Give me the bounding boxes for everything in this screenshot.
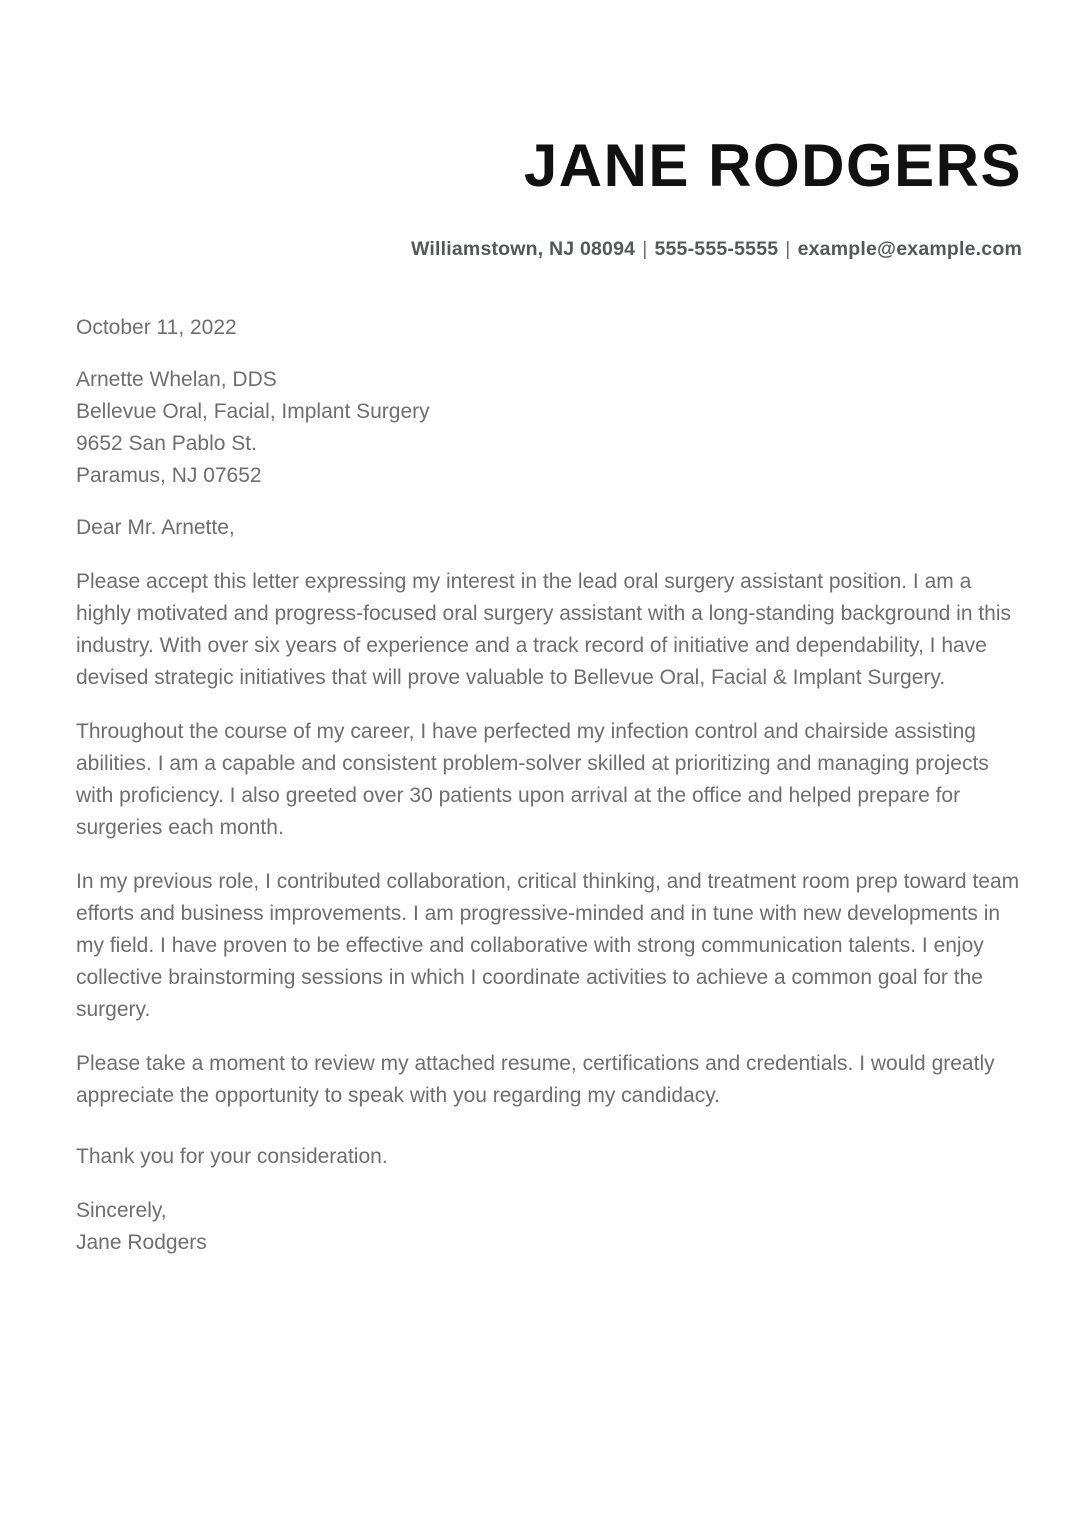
signoff-block (76, 1173, 1020, 1259)
recipient-company: Bellevue Oral, Facial, Implant Surgery (76, 400, 430, 423)
recipient-name: Arnette Whelan, DDS (76, 368, 277, 391)
body-paragraph-3: In my previous role, I contributed collaboration, critical thinking, and treatment room prep toward team efforts and business improvements. I am progressive-minded and in tune with new developments in my field. I have proven to be effective and collaborative with strong communication talents. I enjoy collective brainstorming sessions in which I coordinate activities to achieve a common goal for the surgery. (76, 870, 1020, 1021)
contact-location: Williamstown, NJ 08094 (410, 238, 636, 260)
recipient-city-state-zip: Paramus, NJ 07652 (76, 464, 262, 487)
signature-name: Jane Rodgers (76, 1231, 207, 1254)
contact-email: example@example.com (797, 238, 1022, 260)
salutation: Dear Mr. Arnette, (76, 516, 235, 539)
closing-thanks: Thank you for your consideration. (76, 1145, 388, 1168)
contact-separator-2: | (785, 238, 791, 260)
applicant-name: JANE RODGERS (523, 132, 1022, 199)
body-paragraph-4: Please take a moment to review my attached resume, certifications and credentials. I would greatly appreciate the opportunity to speak with you regarding my candidacy. (76, 1052, 995, 1107)
body-paragraph-1: Please accept this letter expressing my interest in the lead oral surgery assistant position. I am a highly motivated and progress-focused oral surgery assistant with a long-standing background in this industry. With over six years of experience and a track record of initiative and dependability, I have devised strategic initiatives that will prove valuable to Bellevue Oral, Facial & Implant Surgery. (76, 570, 1012, 689)
contact-info-line (76, 196, 1022, 261)
letter-date: October 11, 2022 (76, 316, 237, 339)
body-paragraph-2: Throughout the course of my career, I have perfected my infection control and chairside assisting abilities. I am a capable and consistent problem-solver skilled at prioritizing and managing projects with proficiency. I also greeted over 30 patients upon arrival at the office and helped prepare for surgeries each month. (76, 720, 989, 839)
contact-separator-1: | (642, 238, 648, 260)
recipient-address-block (76, 344, 1020, 492)
letter-body (0, 261, 1086, 1259)
signoff-closing: Sincerely, (76, 1199, 167, 1222)
contact-phone: 555-555-5555 (654, 238, 779, 260)
recipient-street: 9652 San Pablo St. (76, 432, 257, 455)
letter-header (0, 0, 1086, 261)
